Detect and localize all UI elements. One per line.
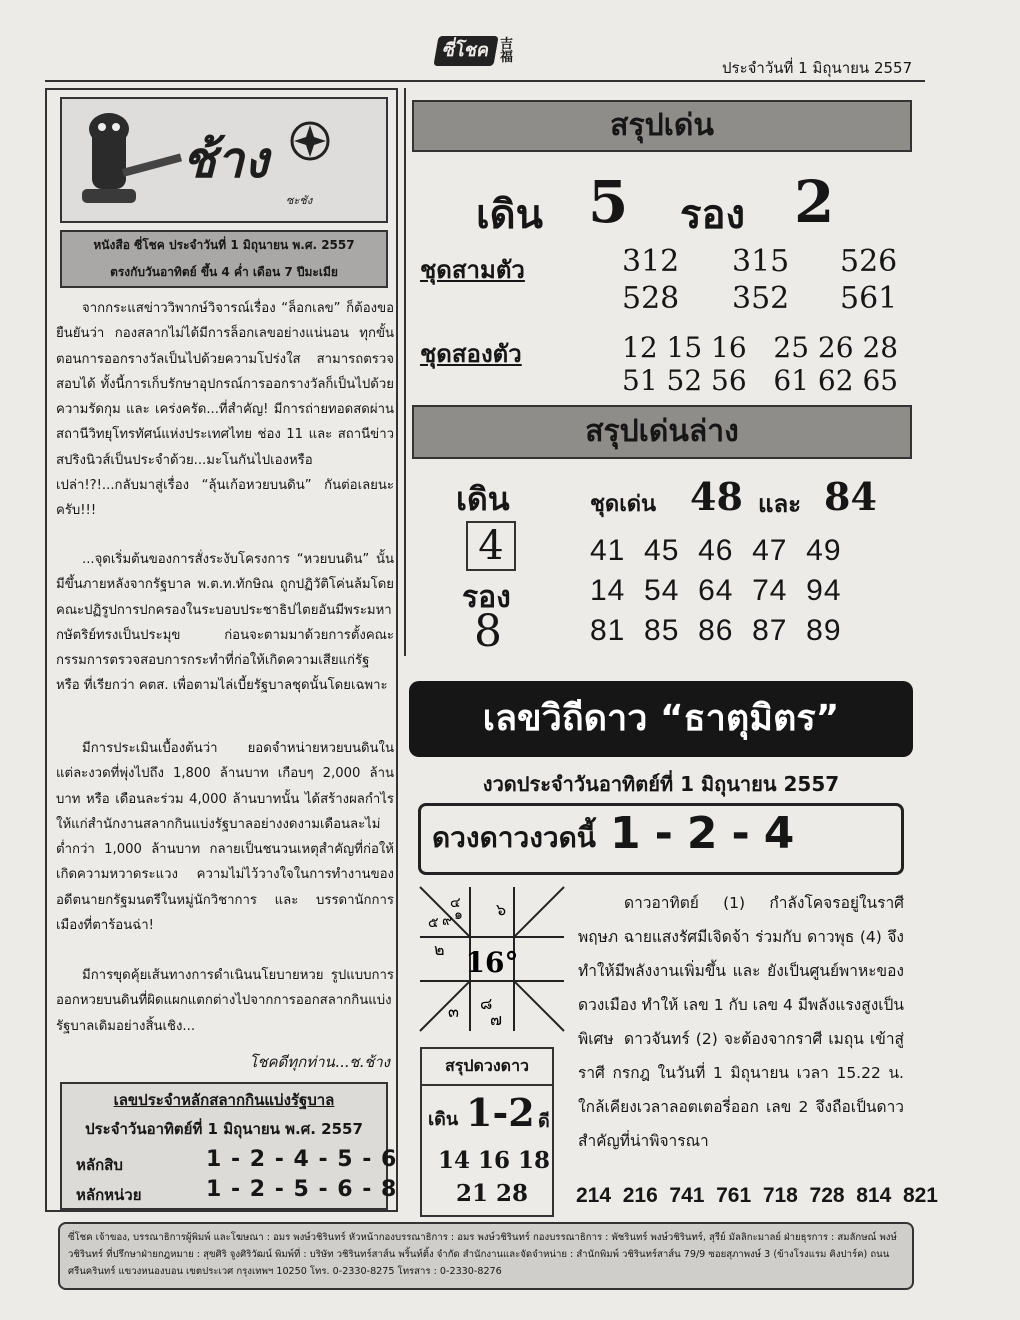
three-set: 528 <box>622 281 680 316</box>
lower-row-3: 81 85 86 87 89 <box>590 614 842 647</box>
two-digit-row-2: 51 52 56 61 62 65 <box>622 364 899 397</box>
chart-tl-2: ๕ <box>428 915 439 931</box>
chart-top: ๖ <box>496 900 507 919</box>
summary-second-label: รอง <box>680 192 746 238</box>
column-logo-subtext: ซะชัง <box>286 194 313 207</box>
column-logo-text: ช้าง <box>182 131 269 189</box>
astro-text-sun: ดาวอาทิตย์ (1) กำลังโคจรอยู่ในราศี พฤษภ ฉายแสงรัศมีเจิดจ้า ร่วมกับ ดาวพุธ (4) จึงทำให้มีพลังงานเพิ่มขึ้น และ ยังเป็นศูนย์พาหะของดวงเมือง ทำให้ เลข 1 กับ เลข 4 มีพลังแรงสูงเป็นพิเศษ <box>578 894 904 1048</box>
chart-bottom: ๘ <box>480 994 493 1013</box>
footer-credits: ซี่โชค เจ้าของ, บรรณาธิการผู้พิมพ์ และโฆษณา : อมร พงษ์วชิรินทร์ หัวหน้ากองบรรณาธิการ : อมร พงษ์วชิรินทร์ กองบรรณาธิการ : พัชรินทร์ พงษ์วชิรินทร์, สุรีย์ มัลลิกะมาลย์ ฝ่ายธุรการ : สมลักษณ์ พงษ์วชิรินทร์ ที่ปรึกษาฝ่ายกฎหมาย : สุขศิริ จูงศิริวัฒน์ พิมพ์ที่ : บริษัท วชิรินทร์สาส์น พริ้นท์ติ้ง จำกัด สำนักงานและจัดจำหน่าย : สำนักพิมพ์ วชิรินทร์สาส์น 79/9 ซอยสุภาพงษ์ 3 (ข้างโรงแรม คิงปาร์ค) ถนนศรีนครินทร์ แขวงหนองบอน เขตประเวศ กรุงเทพฯ 10250 โทร. 0-2330-8275 โทรสาร : 0-2330-8276 <box>58 1222 914 1290</box>
column-logo-box <box>60 97 388 223</box>
astro-draw-date: งวดประจำวันอาทิตย์ที่ 1 มิถุนายน 2557 <box>482 772 840 796</box>
chart-left: ๒ <box>434 940 445 959</box>
lower-and: และ <box>758 490 802 518</box>
lower-second-value: 8 <box>474 606 502 657</box>
masthead-rule <box>45 80 925 82</box>
horoscope-chart <box>418 885 566 1033</box>
summary-main-label: เดิน <box>476 192 543 238</box>
units-label: หลักหน่วย <box>76 1186 142 1204</box>
lower-main-label: เดิน <box>456 480 510 518</box>
column-paragraph-3: มีการประเมินเบื้องต้นว่า ยอดจำหน่ายหวยบนดินในแต่ละงวดที่พุ่งไปถึง 1,800 ล้านบาท เกือบๆ 2,000 ล้านบาท หรือ เดือนละร่วม 4,000 ล้านบาทนั้น ได้สร้างผลกำไรให้แก่สำนักงานสลากกินแบ่งรัฐบาลอย่างงดงามเดือนละไม่ต่ำกว่า 1,000 ล้านบาท กลายเป็นชนวนเหตุสำคัญที่ก่อให้เกิดความหวาดระแวง ความไม่ไว้วางใจในการทำงานของอดีตนายกรัฐมนตรีในหมู่นักวิชาการ และ บรรดานักการเมืองที่ตาร้อนฉ่า! <box>56 741 394 934</box>
lower-row-1: 41 45 46 47 49 <box>590 534 842 567</box>
star-summary-good: ดี <box>538 1111 550 1132</box>
tens-value: 1 - 2 - 4 - 5 - 6 <box>206 1147 398 1172</box>
three-digit-label: ชุดสามตัว <box>420 256 525 284</box>
units-value: 1 - 2 - 5 - 6 - 8 <box>206 1177 398 1202</box>
three-set: 315 <box>732 244 790 279</box>
star-summary-value: 1-2 <box>466 1090 535 1135</box>
three-set: 526 <box>840 244 898 279</box>
column-byline <box>60 230 388 288</box>
lower-row-2: 14 54 64 74 94 <box>590 574 842 607</box>
three-set: 352 <box>732 281 790 316</box>
gov-lottery-date: ประจำวันอาทิตย์ที่ 1 มิถุนายน พ.ศ. 2557 <box>85 1120 363 1138</box>
summary-second-value: 2 <box>794 168 835 236</box>
astro-banner: เลขวิถีดาว “ธาตุมิตร” <box>409 681 913 757</box>
lower-set-label: ชุดเด่น <box>590 492 657 517</box>
column-paragraph-2: ...จุดเริ่มต้นของการสั่งระงับโครงการ “หวยบนดิน” นั้นมีขึ้นภายหลังจากรัฐบาล พ.ต.ท.ทักษิณ ถูกปฏิวัติโค่นล้มโดยคณะปฏิรูปการปกครองในระบอบประชาธิปไตยอันมีพระมหากษัตริย์ทรงเป็นประมุข ก่อนจะตามมาด้วยการตั้งคณะกรรมการตรวจสอบการกระทำที่ก่อให้เกิดความเสียแก่รัฐ หรือ ที่เรียกว่า คตส. เพื่อตามไล่เบี้ยรัฐบาลชุดนั้นโดยเฉพาะ <box>56 552 394 694</box>
star-summary-nums-2: 21 28 <box>456 1180 529 1207</box>
chart-tl-3: ๙ <box>442 913 453 929</box>
issue-date: ประจำวันที่ 1 มิถุนายน 2557 <box>722 59 913 77</box>
byline-line-1: หนังสือ ซี่โชค ประจำวันที่ 1 มิถุนายน พ.ศ. 2557 <box>93 238 355 252</box>
star-number-value: 1-2-4 <box>610 808 809 859</box>
summary-main-value: 5 <box>588 168 629 236</box>
chart-bottom-left: ๓ <box>448 1002 459 1021</box>
reference-numbers: 214 216 741 761 718 728 814 821 <box>576 1184 938 1207</box>
chart-tl-1: ๔ <box>450 895 461 911</box>
three-set: 312 <box>622 244 680 279</box>
masthead-logo: ซี่โชค <box>433 36 498 66</box>
chart-center: 16° <box>465 946 519 979</box>
lower-summary-header: สรุปเด่นล่าง <box>412 405 912 459</box>
lower-second-label: รอง <box>462 580 511 615</box>
two-digit-label: ชุดสองตัว <box>420 340 522 368</box>
star-number-label: ดวงดาวงวดนี้ <box>432 821 596 854</box>
column-signature: โชคดีทุกท่าน...ช.ช้าง <box>249 1053 390 1071</box>
astro-text-moon: ดาวจันทร์ (2) จะต้องจากราศี เมถุน เข้าสู่ราศี กรกฎ ในวันที่ 1 มิถุนายน เวลา 15.22 น. ใกล้เคียงเวลาลอตเตอรี่ออก เลข 2 จึงถือเป็นดาวสำคัญที่น่าพิจารณา <box>578 1030 904 1150</box>
column-paragraph-1: จากกระแสข่าววิพากษ์วิจารณ์เรื่อง “ล็อกเลข” ก็ต้องขอยืนยันว่า กองสลากไม่ได้มีการล็อกเลขอย่างแน่นอน ทุกขั้นตอนการออกรางวัลเป็นไปด้วยความโปร่งใส สามารถตรวจสอบได้ ทั้งนี้การเก็บรักษาอุปกรณ์การออกรางวัลก็เป็นไปด้วยความรัดกุม และ เคร่งครัด...ที่สำคัญ! มีการถ่ายทอดสดผ่านสถานีวิทยุโทรทัศน์แห่งประเทศไทย ช่อง 11 และ สถานีข่าวสปริงนิวส์เป็นประจำด้วย...มะโนกันไปเองหรือเปล่า!?!...กลับมาสู่เรื่อง “ลุ้นเก้อหวยบนดิน” กันต่อเลยนะครับ!!! <box>56 301 394 519</box>
summary-header: สรุปเด่น <box>412 100 912 152</box>
masthead-chinese: 吉 福 <box>500 37 514 65</box>
lower-main-value: 4 <box>466 521 516 571</box>
chart-bottom-2: ๗ <box>490 1010 503 1029</box>
three-set: 561 <box>840 281 898 316</box>
gov-lottery-title: เลขประจำหลักสลากกินแบ่งรัฐบาล <box>113 1091 335 1109</box>
star-summary-nums-1: 14 16 18 <box>438 1147 551 1174</box>
two-digit-row-1: 12 15 16 25 26 28 <box>622 331 899 364</box>
tens-label: หลักสิบ <box>76 1156 123 1174</box>
column-paragraph-4: มีการขุดคุ้ยเส้นทางการดำเนินนโยบายหวย รูปแบบการออกหวยบนดินที่ผิดแผกแตกต่างไปจากการออกสลากกินแบ่งรัฐบาลเดิมอย่างสิ้นเชิง... <box>56 968 394 1034</box>
lower-set-a: 48 <box>690 474 743 519</box>
byline-line-2: ตรงกับวันอาทิตย์ ขึ้น 4 ค่ำ เดือน 7 ปีมะเมีย <box>110 265 338 279</box>
column-divider <box>404 88 406 656</box>
star-summary-walk: เดิน <box>428 1109 459 1130</box>
star-summary-title: สรุปดวงดาว <box>444 1056 530 1075</box>
lower-set-b: 84 <box>824 474 877 519</box>
chart-tl-4: ๑ <box>454 907 463 923</box>
star-summary-rule <box>420 1084 554 1086</box>
